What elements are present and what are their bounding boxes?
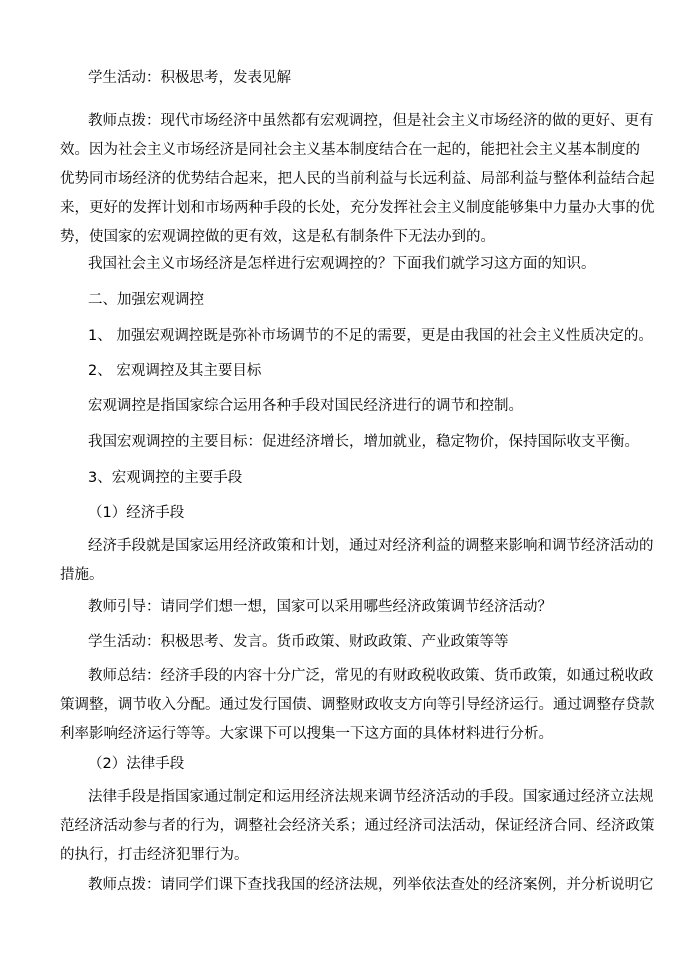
text-line: 势，使国家的宏观调控做的更有效，这是私有制条件下无法办到的。 xyxy=(60,229,495,245)
text-line: 效。因为社会主义市场经济是同社会主义基本制度结合在一起的，能把社会主义基本制度的 xyxy=(60,142,640,158)
text-line: 范经济活动参与者的行为，调整社会经济关系；通过经济司法活动，保证经济合同、经济政策 xyxy=(60,818,655,834)
text-line: 法律手段是指国家通过制定和运用经济法规来调节经济活动的手段。国家通过经济立法规 xyxy=(88,789,654,805)
list-item-1 xyxy=(88,322,653,351)
text-line: 3、宏观调控的主要手段 xyxy=(88,470,243,486)
paragraph-main-goals xyxy=(88,428,639,457)
text-line: （1）经济手段 xyxy=(88,505,185,521)
paragraph-economic-means xyxy=(60,532,654,590)
paragraph-legal-means xyxy=(60,783,655,870)
paragraph-teacher-summary xyxy=(60,662,655,749)
text-line: 学生活动：积极思考，发表见解 xyxy=(88,70,291,86)
text-line: 教师点拨：现代市场经济中虽然都有宏观调控，但是社会主义市场经济的做的更好、更有 xyxy=(88,113,654,129)
text-line: （2）法律手段 xyxy=(88,756,185,772)
list-item-2 xyxy=(88,357,608,386)
paragraph-definition xyxy=(88,392,608,421)
text-line: 措施。 xyxy=(60,567,104,583)
text-line: 我国社会主义市场经济是怎样进行宏观调控的？下面我们就学习这方面的知识。 xyxy=(88,256,596,272)
subheading-legal-means xyxy=(88,750,608,779)
text-line: 教师引导：请同学们想一想，国家可以采用哪些经济政策调节经济活动？ xyxy=(88,599,552,615)
subheading-economic-means xyxy=(88,499,608,528)
text-line: 我国宏观调控的主要目标：促进经济增长，增加就业，稳定物价，保持国际收支平衡。 xyxy=(88,434,639,450)
text-line: 学生活动：积极思考、发言。货币政策、财政政策、产业政策等等 xyxy=(88,634,509,650)
text-line: 优势同市场经济的优势结合起来，把人民的当前利益与长远利益、局部利益与整体利益结合起 xyxy=(60,171,655,187)
text-line: 利率影响经济运行等等。大家课下可以搜集一下这方面的具体材料进行分析。 xyxy=(60,726,553,742)
section-heading-macro-control xyxy=(88,286,608,315)
text-line: 2、 宏观调控及其主要目标 xyxy=(88,363,262,379)
text-line: 1、 加强宏观调控既是弥补市场调节的不足的需要，更是由我国的社会主义性质决定的。 xyxy=(88,328,653,344)
paragraph-student-activity-1 xyxy=(88,64,608,93)
text-line: 宏观调控是指国家综合运用各种手段对国民经济进行的调节和控制。 xyxy=(88,398,523,414)
text-line: 来，更好的发挥计划和市场两种手段的长处，充分发挥社会主义制度能够集中力量办大事的优 xyxy=(60,200,655,216)
paragraph-student-activity-2 xyxy=(88,628,608,657)
text-line: 二、加强宏观调控 xyxy=(88,292,204,308)
text-line: 教师总结：经济手段的内容十分广泛，常见的有财政税收政策、货币政策，如通过税收政 xyxy=(88,668,654,684)
paragraph-teacher-guidance-2 xyxy=(88,871,654,900)
text-line: 经济手段就是国家运用经济政策和计划，通过对经济利益的调整来影响和调节经济活动的 xyxy=(88,538,654,554)
list-item-3 xyxy=(88,464,608,493)
text-line: 策调整，调节收入分配。通过发行国债、调整财政收支方向等引导经济运行。通过调整存贷款 xyxy=(60,697,655,713)
text-line: 的执行，打击经济犯罪行为。 xyxy=(60,847,249,863)
text-line: 教师点拨：请同学们课下查找我国的经济法规，列举依法查处的经济案例，并分析说明它 xyxy=(88,877,654,893)
paragraph-question-intro xyxy=(88,250,608,279)
paragraph-teacher-prompt xyxy=(88,593,608,622)
paragraph-teacher-guidance-1 xyxy=(60,107,655,252)
